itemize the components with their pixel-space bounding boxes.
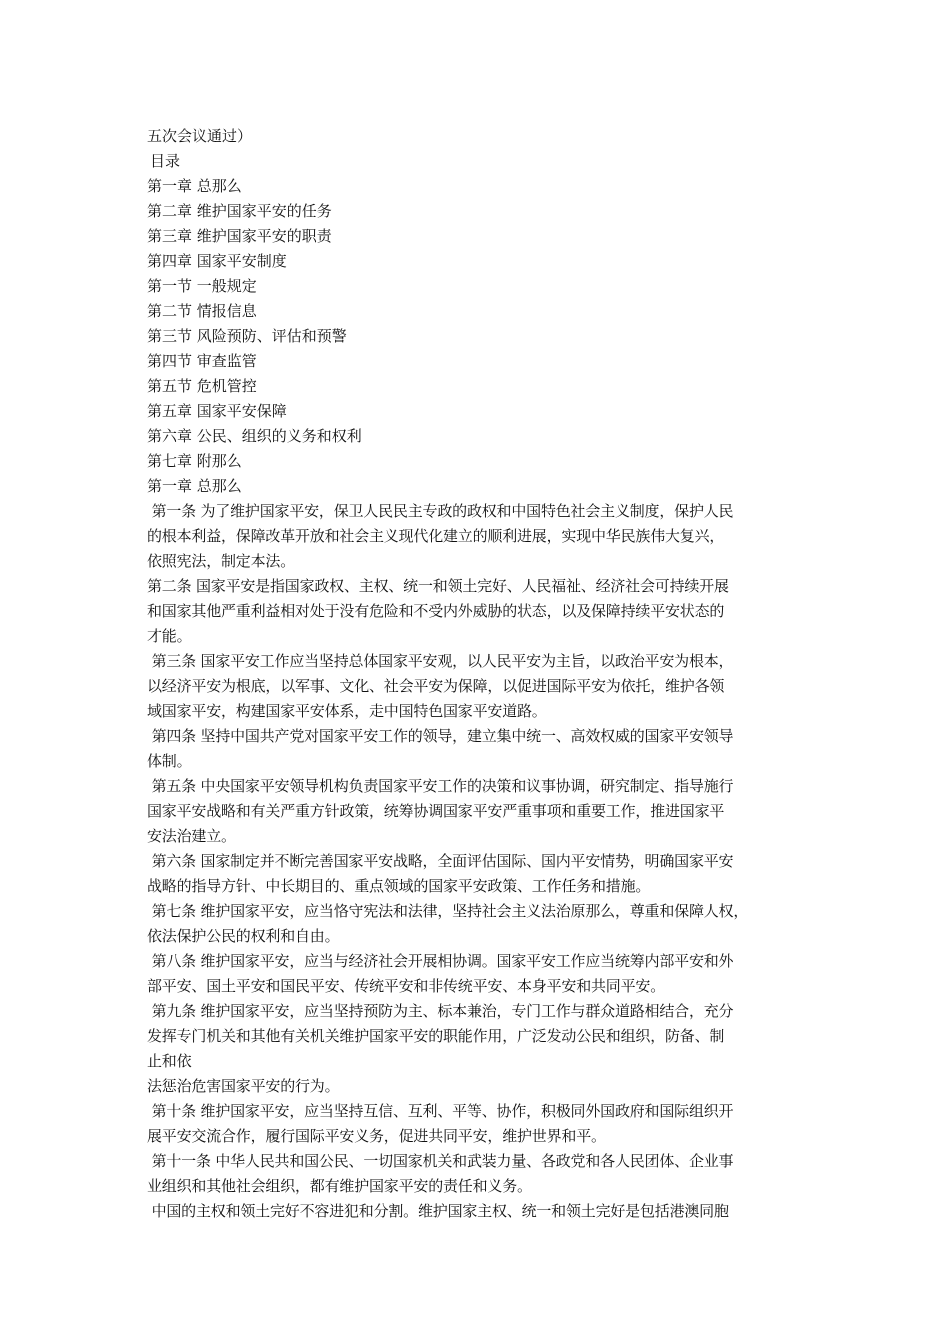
toc-item: 第六章 公民、组织的义务和权利: [147, 427, 362, 445]
article-line: 第四条 坚持中国共产党对国家平安工作的领导，建立集中统一、高效权威的国家平安领导: [147, 727, 734, 745]
article-line: 第七条 维护国家平安，应当恪守宪法和法律，坚持社会主义法治原那么，尊重和保障人权，: [147, 902, 749, 920]
article-9: [147, 999, 817, 1099]
toc-item: 第四章 国家平安制度: [147, 252, 287, 270]
toc-item: 第二章 维护国家平安的任务: [147, 202, 332, 220]
article-line: 第八条 维护国家平安，应当与经济社会开展相协调。国家平安工作应当统筹内部平安和外: [147, 952, 734, 970]
article-line: 部平安、国土平安和国民平安、传统平安和非传统平安、本身平安和共同平安。: [147, 977, 666, 995]
article-6: [147, 849, 817, 899]
article-line: 中国的主权和领土完好不容进犯和分割。维护国家主权、统一和领土完好是包括港澳同胞: [147, 1202, 729, 1220]
article-line: 第十条 维护国家平安，应当坚持互信、互利、平等、协作，积极同外国政府和国际组织开: [147, 1102, 734, 1120]
article-4: [147, 724, 817, 774]
toc-item: 第三节 风险预防、评估和预警: [147, 327, 347, 345]
toc-item: 第四节 审查监管: [147, 352, 257, 370]
article-10: [147, 1099, 817, 1149]
article-line: 体制。: [147, 752, 192, 770]
intro-fragment: 五次会议通过）: [147, 127, 253, 145]
article-1: [147, 499, 817, 574]
article-8: [147, 949, 817, 999]
article-line: 战略的指导方针、中长期目的、重点领域的国家平安政策、工作任务和措施。: [147, 877, 651, 895]
article-line: 第三条 国家平安工作应当坚持总体国家平安观，以人民平安为主旨，以政治平安为根本，: [147, 652, 734, 670]
article-line: 止和依: [147, 1052, 192, 1070]
article-line: 以经济平安为根底，以军事、文化、社会平安为保障，以促进国际平安为依托，维护各领: [147, 677, 725, 695]
article-line: 依法保护公民的权利和自由。: [147, 927, 340, 945]
article-line: 第六条 国家制定并不断完善国家平安战略，全面评估国际、国内平安情势，明确国家平安: [147, 852, 734, 870]
article-line: 第二条 国家平安是指国家政权、主权、统一和领土完好、人民福祉、经济社会可持续开展: [147, 577, 729, 595]
toc-item: 第二节 情报信息: [147, 302, 257, 320]
article-line: 业组织和其他社会组织，都有维护国家平安的责任和义务。: [147, 1177, 532, 1195]
toc-item: 第一节 一般规定: [147, 277, 257, 295]
article-line: 域国家平安，构建国家平安体系，走中国特色国家平安道路。: [147, 702, 547, 720]
article-5: [147, 774, 817, 849]
article-line: 发挥专门机关和其他有关机关维护国家平安的职能作用，广泛发动公民和组织，防备、制: [147, 1027, 725, 1045]
toc-item: 第三章 维护国家平安的职责: [147, 227, 332, 245]
article-line: 第十一条 中华人民共和国公民、一切国家机关和武装力量、各政党和各人民团体、企业事: [147, 1152, 734, 1170]
article-11-continued: [147, 1199, 817, 1224]
article-line: 的根本利益，保障改革开放和社会主义现代化建立的顺利进展，实现中华民族伟大复兴，: [147, 527, 725, 545]
article-line: 法惩治危害国家平安的行为。: [147, 1077, 340, 1095]
toc-title: 目录: [150, 152, 181, 170]
toc-item: 第五节 危机管控: [147, 377, 257, 395]
article-line: 第五条 中央国家平安领导机构负责国家平安工作的决策和议事协调，研究制定、指导施行: [147, 777, 734, 795]
toc-item: 第七章 附那么: [147, 452, 242, 470]
article-line: 安法治建立。: [147, 827, 236, 845]
table-of-contents: [147, 174, 817, 499]
chapter-heading: 第一章 总那么: [147, 477, 242, 495]
article-11: [147, 1149, 817, 1199]
article-line: 才能。: [147, 627, 192, 645]
article-2: [147, 574, 817, 649]
article-line: 第一条 为了维护国家平安，保卫人民民主专政的政权和中国特色社会主义制度，保护人民: [147, 502, 734, 520]
article-7: [147, 899, 817, 949]
article-line: 国家平安战略和有关严重方针政策，统筹协调国家平安严重事项和重要工作，推进国家平: [147, 802, 725, 820]
document-page: [147, 124, 817, 1224]
toc-item: 第一章 总那么: [147, 177, 242, 195]
article-line: 依照宪法，制定本法。: [147, 552, 296, 570]
toc-item: 第五章 国家平安保障: [147, 402, 287, 420]
article-line: 和国家其他严重利益相对处于没有危险和不受内外威胁的状态，以及保障持续平安状态的: [147, 602, 725, 620]
article-line: 展平安交流合作，履行国际平安义务，促进共同平安，维护世界和平。: [147, 1127, 606, 1145]
article-line: 第九条 维护国家平安，应当坚持预防为主、标本兼治，专门工作与群众道路相结合，充分: [147, 1002, 734, 1020]
article-3: [147, 649, 817, 724]
